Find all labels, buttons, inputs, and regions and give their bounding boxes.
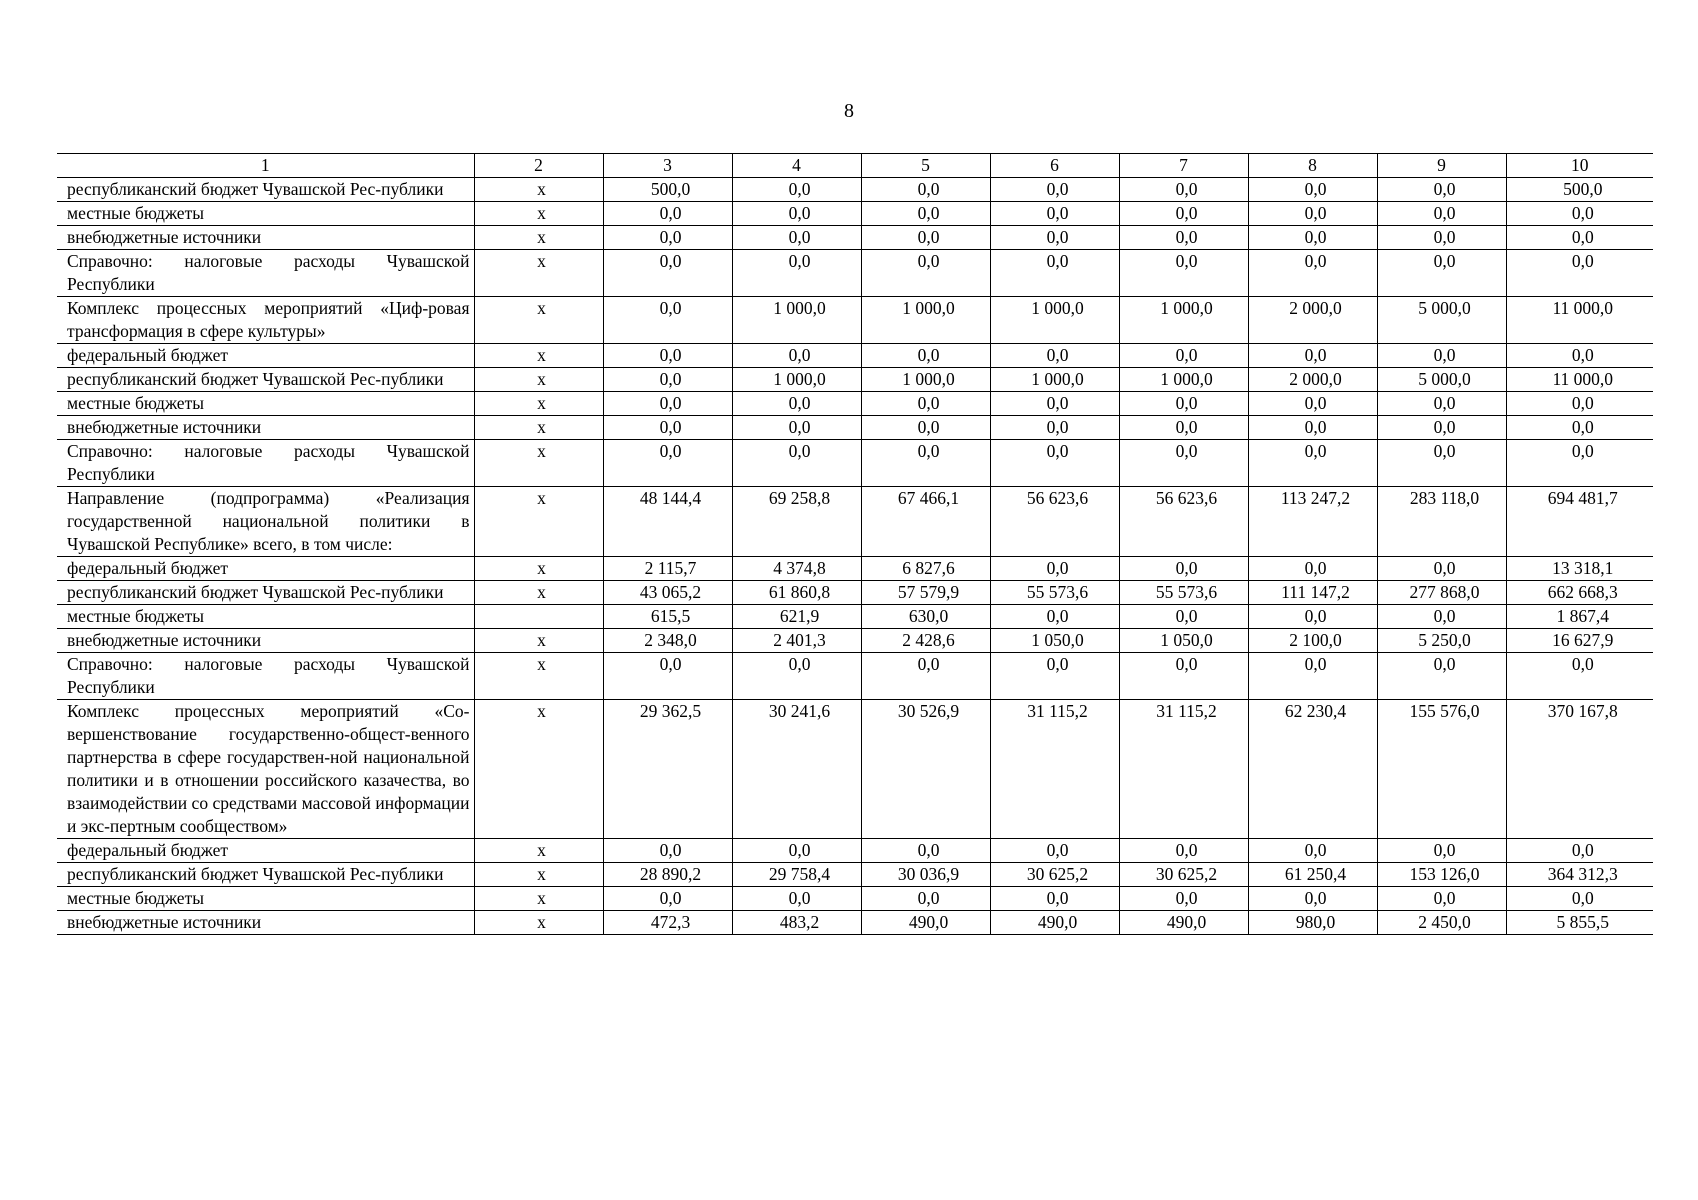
value-cell: 0,0 [990, 178, 1119, 202]
row-label: федеральный бюджет [57, 557, 474, 581]
value-cell: 0,0 [1506, 887, 1653, 911]
value-cell: 0,0 [990, 416, 1119, 440]
value-cell: 0,0 [603, 416, 732, 440]
value-cell: 0,0 [1506, 226, 1653, 250]
value-cell: 0,0 [603, 440, 732, 487]
value-cell: 0,0 [1506, 202, 1653, 226]
value-cell: 155 576,0 [1377, 700, 1506, 839]
value-cell: 500,0 [603, 178, 732, 202]
column-number-5: 5 [861, 154, 990, 178]
value-cell: 16 627,9 [1506, 629, 1653, 653]
value-cell: 2 401,3 [732, 629, 861, 653]
row-mark: x [474, 581, 603, 605]
value-cell: 0,0 [861, 839, 990, 863]
table-body [57, 178, 1653, 935]
value-cell: 0,0 [990, 653, 1119, 700]
value-cell: 283 118,0 [1377, 487, 1506, 557]
value-cell: 29 758,4 [732, 863, 861, 887]
value-cell: 0,0 [990, 202, 1119, 226]
value-cell: 43 065,2 [603, 581, 732, 605]
value-cell: 55 573,6 [990, 581, 1119, 605]
value-cell: 0,0 [861, 344, 990, 368]
value-cell: 0,0 [1248, 226, 1377, 250]
value-cell: 0,0 [732, 178, 861, 202]
value-cell: 0,0 [1119, 202, 1248, 226]
value-cell: 0,0 [990, 605, 1119, 629]
value-cell: 2 115,7 [603, 557, 732, 581]
value-cell: 0,0 [603, 250, 732, 297]
column-number-9: 9 [1377, 154, 1506, 178]
value-cell: 11 000,0 [1506, 297, 1653, 344]
value-cell: 30 526,9 [861, 700, 990, 839]
value-cell: 31 115,2 [990, 700, 1119, 839]
value-cell: 0,0 [1248, 178, 1377, 202]
table-row [57, 887, 1653, 911]
table-row [57, 297, 1653, 344]
value-cell: 2 100,0 [1248, 629, 1377, 653]
value-cell: 28 890,2 [603, 863, 732, 887]
value-cell: 5 000,0 [1377, 297, 1506, 344]
table-row [57, 839, 1653, 863]
value-cell: 1 000,0 [990, 368, 1119, 392]
value-cell: 0,0 [603, 887, 732, 911]
table-row [57, 629, 1653, 653]
value-cell: 0,0 [1377, 392, 1506, 416]
value-cell: 0,0 [1506, 839, 1653, 863]
value-cell: 0,0 [732, 344, 861, 368]
value-cell: 4 374,8 [732, 557, 861, 581]
column-number-row [57, 154, 1653, 178]
value-cell: 0,0 [603, 392, 732, 416]
value-cell: 0,0 [732, 839, 861, 863]
value-cell: 0,0 [1119, 416, 1248, 440]
page-number: 8 [844, 100, 854, 122]
value-cell: 0,0 [990, 557, 1119, 581]
value-cell: 0,0 [1119, 344, 1248, 368]
column-number-3: 3 [603, 154, 732, 178]
value-cell: 13 318,1 [1506, 557, 1653, 581]
value-cell: 0,0 [1506, 416, 1653, 440]
value-cell: 0,0 [861, 653, 990, 700]
value-cell: 0,0 [1119, 557, 1248, 581]
value-cell: 0,0 [603, 297, 732, 344]
value-cell: 2 000,0 [1248, 297, 1377, 344]
row-mark: x [474, 440, 603, 487]
value-cell: 56 623,6 [1119, 487, 1248, 557]
value-cell: 0,0 [732, 440, 861, 487]
row-label: республиканский бюджет Чувашской Рес-публики [57, 581, 474, 605]
value-cell: 31 115,2 [1119, 700, 1248, 839]
value-cell: 364 312,3 [1506, 863, 1653, 887]
table-row [57, 202, 1653, 226]
value-cell: 0,0 [861, 202, 990, 226]
value-cell: 0,0 [1248, 250, 1377, 297]
value-cell: 0,0 [1377, 178, 1506, 202]
value-cell: 0,0 [990, 392, 1119, 416]
value-cell: 472,3 [603, 911, 732, 935]
table-row [57, 653, 1653, 700]
value-cell: 0,0 [1248, 416, 1377, 440]
value-cell: 0,0 [861, 178, 990, 202]
row-mark: x [474, 629, 603, 653]
column-number-4: 4 [732, 154, 861, 178]
table-row [57, 250, 1653, 297]
value-cell: 370 167,8 [1506, 700, 1653, 839]
value-cell: 0,0 [990, 440, 1119, 487]
value-cell: 0,0 [1377, 839, 1506, 863]
row-label: внебюджетные источники [57, 911, 474, 935]
value-cell: 0,0 [1377, 653, 1506, 700]
column-number-8: 8 [1248, 154, 1377, 178]
column-number-6: 6 [990, 154, 1119, 178]
value-cell: 630,0 [861, 605, 990, 629]
row-mark: x [474, 368, 603, 392]
row-label: федеральный бюджет [57, 344, 474, 368]
table-row [57, 581, 1653, 605]
value-cell: 0,0 [732, 202, 861, 226]
value-cell: 490,0 [861, 911, 990, 935]
value-cell: 48 144,4 [603, 487, 732, 557]
row-label: местные бюджеты [57, 392, 474, 416]
value-cell: 0,0 [990, 344, 1119, 368]
value-cell: 62 230,4 [1248, 700, 1377, 839]
row-label: Справочно: налоговые расходы Чувашской Республики [57, 250, 474, 297]
value-cell: 0,0 [1248, 557, 1377, 581]
value-cell: 0,0 [1506, 344, 1653, 368]
value-cell: 0,0 [861, 250, 990, 297]
value-cell: 0,0 [990, 839, 1119, 863]
row-mark: x [474, 226, 603, 250]
value-cell: 0,0 [603, 368, 732, 392]
value-cell: 30 625,2 [990, 863, 1119, 887]
value-cell: 0,0 [1506, 250, 1653, 297]
value-cell: 615,5 [603, 605, 732, 629]
value-cell: 1 000,0 [732, 368, 861, 392]
table-row [57, 178, 1653, 202]
row-label: Справочно: налоговые расходы Чувашской Республики [57, 440, 474, 487]
value-cell: 0,0 [1248, 440, 1377, 487]
value-cell: 0,0 [1248, 344, 1377, 368]
value-cell: 56 623,6 [990, 487, 1119, 557]
value-cell: 277 868,0 [1377, 581, 1506, 605]
value-cell: 1 050,0 [990, 629, 1119, 653]
value-cell: 1 000,0 [732, 297, 861, 344]
value-cell: 0,0 [861, 392, 990, 416]
value-cell: 0,0 [861, 226, 990, 250]
value-cell: 483,2 [732, 911, 861, 935]
value-cell: 0,0 [1119, 605, 1248, 629]
column-number-7: 7 [1119, 154, 1248, 178]
value-cell: 5 250,0 [1377, 629, 1506, 653]
row-mark: x [474, 863, 603, 887]
value-cell: 67 466,1 [861, 487, 990, 557]
value-cell: 0,0 [1506, 653, 1653, 700]
value-cell: 2 000,0 [1248, 368, 1377, 392]
value-cell: 0,0 [1377, 202, 1506, 226]
table-row [57, 911, 1653, 935]
value-cell: 0,0 [732, 250, 861, 297]
value-cell: 0,0 [1377, 344, 1506, 368]
value-cell: 0,0 [1119, 887, 1248, 911]
value-cell: 1 867,4 [1506, 605, 1653, 629]
value-cell: 30 625,2 [1119, 863, 1248, 887]
value-cell: 662 668,3 [1506, 581, 1653, 605]
value-cell: 0,0 [603, 202, 732, 226]
row-mark: x [474, 178, 603, 202]
row-mark: x [474, 887, 603, 911]
row-label: Комплекс процессных мероприятий «Со-вершенствование государственно-общест-венного партнерства в сфере государствен-ной национальной политики и в отношении российского казачества, во взаимодействии со средствами массовой информации и экс-пертным сообществом» [57, 700, 474, 839]
value-cell: 69 258,8 [732, 487, 861, 557]
value-cell: 0,0 [1119, 653, 1248, 700]
value-cell: 0,0 [1377, 416, 1506, 440]
row-label: внебюджетные источники [57, 416, 474, 440]
value-cell: 0,0 [603, 653, 732, 700]
value-cell: 0,0 [861, 887, 990, 911]
table-row [57, 368, 1653, 392]
row-label: республиканский бюджет Чувашской Рес-публики [57, 863, 474, 887]
value-cell: 57 579,9 [861, 581, 990, 605]
value-cell: 0,0 [603, 839, 732, 863]
table-row [57, 487, 1653, 557]
row-label: местные бюджеты [57, 202, 474, 226]
value-cell: 5 000,0 [1377, 368, 1506, 392]
value-cell: 980,0 [1248, 911, 1377, 935]
value-cell: 0,0 [1248, 887, 1377, 911]
table-row [57, 605, 1653, 629]
row-label: республиканский бюджет Чувашской Рес-публики [57, 178, 474, 202]
value-cell: 0,0 [1119, 250, 1248, 297]
value-cell: 1 000,0 [861, 297, 990, 344]
column-number-2: 2 [474, 154, 603, 178]
value-cell: 0,0 [1377, 250, 1506, 297]
value-cell: 0,0 [1119, 440, 1248, 487]
value-cell: 5 855,5 [1506, 911, 1653, 935]
value-cell: 0,0 [861, 416, 990, 440]
row-label: республиканский бюджет Чувашской Рес-публики [57, 368, 474, 392]
value-cell: 0,0 [861, 440, 990, 487]
row-mark: x [474, 487, 603, 557]
value-cell: 2 348,0 [603, 629, 732, 653]
row-mark: x [474, 839, 603, 863]
value-cell: 153 126,0 [1377, 863, 1506, 887]
value-cell: 490,0 [990, 911, 1119, 935]
value-cell: 1 000,0 [1119, 297, 1248, 344]
value-cell: 0,0 [990, 250, 1119, 297]
row-label: Справочно: налоговые расходы Чувашской Республики [57, 653, 474, 700]
value-cell: 30 036,9 [861, 863, 990, 887]
table-row [57, 440, 1653, 487]
value-cell: 55 573,6 [1119, 581, 1248, 605]
table-row [57, 700, 1653, 839]
value-cell: 2 450,0 [1377, 911, 1506, 935]
value-cell: 2 428,6 [861, 629, 990, 653]
value-cell: 0,0 [1119, 178, 1248, 202]
value-cell: 0,0 [1377, 226, 1506, 250]
value-cell: 0,0 [990, 226, 1119, 250]
row-label: федеральный бюджет [57, 839, 474, 863]
value-cell: 0,0 [990, 887, 1119, 911]
value-cell: 0,0 [1377, 440, 1506, 487]
value-cell: 0,0 [1377, 887, 1506, 911]
value-cell: 0,0 [732, 653, 861, 700]
table-row [57, 557, 1653, 581]
value-cell: 0,0 [1248, 653, 1377, 700]
value-cell: 0,0 [1119, 392, 1248, 416]
value-cell: 621,9 [732, 605, 861, 629]
table-row [57, 863, 1653, 887]
value-cell: 61 250,4 [1248, 863, 1377, 887]
row-mark: x [474, 700, 603, 839]
row-mark: x [474, 202, 603, 226]
value-cell: 0,0 [1377, 605, 1506, 629]
row-mark: x [474, 344, 603, 368]
value-cell: 0,0 [1248, 605, 1377, 629]
value-cell: 1 050,0 [1119, 629, 1248, 653]
value-cell: 0,0 [603, 226, 732, 250]
value-cell: 29 362,5 [603, 700, 732, 839]
row-label: Направление (подпрограмма) «Реализация государственной национальной политики в Чувашской Республике» всего, в том числе: [57, 487, 474, 557]
row-mark: x [474, 416, 603, 440]
value-cell: 0,0 [1506, 440, 1653, 487]
value-cell: 0,0 [603, 344, 732, 368]
row-mark: x [474, 653, 603, 700]
column-number-1: 1 [57, 154, 474, 178]
value-cell: 0,0 [1248, 202, 1377, 226]
table-row [57, 416, 1653, 440]
table-row [57, 392, 1653, 416]
row-mark: x [474, 297, 603, 344]
value-cell: 30 241,6 [732, 700, 861, 839]
value-cell: 0,0 [1506, 392, 1653, 416]
row-mark: x [474, 250, 603, 297]
value-cell: 111 147,2 [1248, 581, 1377, 605]
value-cell: 0,0 [1119, 839, 1248, 863]
row-label: местные бюджеты [57, 887, 474, 911]
value-cell: 0,0 [1377, 557, 1506, 581]
value-cell: 113 247,2 [1248, 487, 1377, 557]
value-cell: 694 481,7 [1506, 487, 1653, 557]
row-mark: x [474, 911, 603, 935]
value-cell: 6 827,6 [861, 557, 990, 581]
value-cell: 1 000,0 [861, 368, 990, 392]
value-cell: 0,0 [1248, 392, 1377, 416]
value-cell: 1 000,0 [1119, 368, 1248, 392]
row-label: внебюджетные источники [57, 629, 474, 653]
row-label: Комплекс процессных мероприятий «Циф-ровая трансформация в сфере культуры» [57, 297, 474, 344]
row-label: внебюджетные источники [57, 226, 474, 250]
column-number-10: 10 [1506, 154, 1653, 178]
value-cell: 500,0 [1506, 178, 1653, 202]
value-cell: 0,0 [732, 416, 861, 440]
value-cell: 61 860,8 [732, 581, 861, 605]
table-row [57, 226, 1653, 250]
value-cell: 0,0 [732, 887, 861, 911]
row-mark: x [474, 557, 603, 581]
value-cell: 1 000,0 [990, 297, 1119, 344]
value-cell: 0,0 [1248, 839, 1377, 863]
row-label: местные бюджеты [57, 605, 474, 629]
budget-table [57, 153, 1653, 935]
value-cell: 0,0 [732, 226, 861, 250]
value-cell: 0,0 [732, 392, 861, 416]
row-mark [474, 605, 603, 629]
value-cell: 11 000,0 [1506, 368, 1653, 392]
value-cell: 490,0 [1119, 911, 1248, 935]
value-cell: 0,0 [1119, 226, 1248, 250]
table-row [57, 344, 1653, 368]
row-mark: x [474, 392, 603, 416]
